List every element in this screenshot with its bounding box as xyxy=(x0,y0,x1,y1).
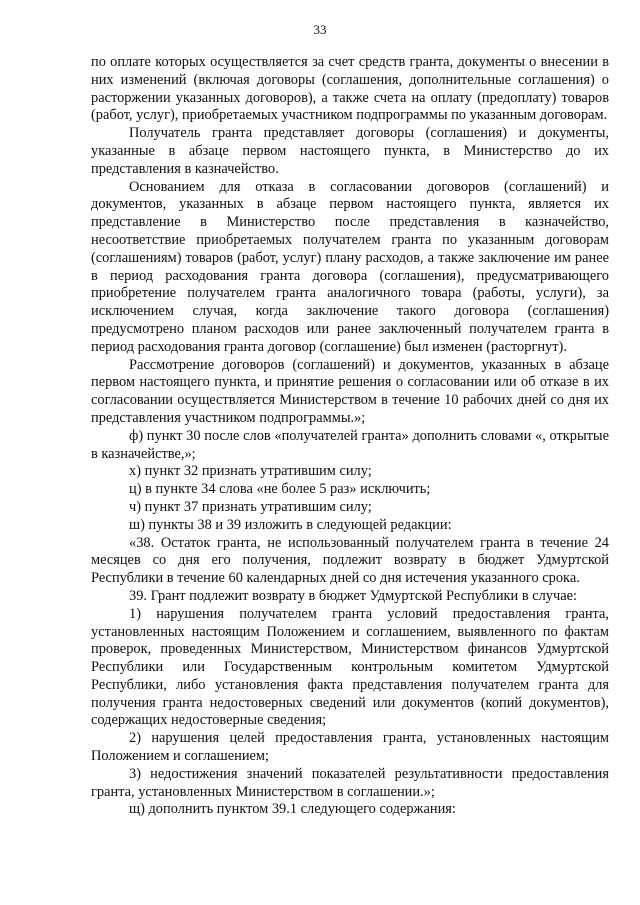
paragraph: 3) недостижения значений показателей результативности предоставления гранта, установленных Министерством в соглашении.»; xyxy=(91,765,609,800)
paragraph: Рассмотрение договоров (соглашений) и документов, указанных в абзаце первом настоящего пункта, и принятие решения о согласовании или об отказе в их согласовании осуществляется Министерством в течение 10 рабочих дней со дня их представления участником подпрограммы.»; xyxy=(91,356,609,426)
paragraph: х) пункт 32 признать утратившим силу; xyxy=(129,463,372,480)
paragraph: 1) нарушения получателем гранта условий предоставления гранта, установленных настоящим Положением и соглашением, выявленного по фактам проверок, проведенных Министерством, Министерством финансов Удмуртской Республики или Государственным контрольным комитетом Удмуртской Республики, либо установления факта представления получателем гранта для получения гранта недостоверных сведений или документов (копий документов), содержащих недостоверные сведения; xyxy=(91,605,609,729)
paragraph: Основанием для отказа в согласовании договоров (соглашений) и документов, указанных в абзаце первом настоящего пункта, является их представление в Министерство после представления в казначейство, несоответствие приобретаемых получателем гранта по указанным договорам (соглашениям) товаров (работ, услуг) плану расходов, а также заключение им ранее в период расходования гранта договора (соглашения), предусматривающего приобретение получателем гранта аналогичного товара (работы, услуги), за исключением случая, когда заключение такого договора (соглашения) предусмотрено планом расходов или ранее заключенный получателем гранта в период расходования гранта договор (соглашение) был изменен (расторгнут). xyxy=(91,178,609,355)
paragraph: 39. Грант подлежит возврату в бюджет Удмуртской Республики в случае: xyxy=(129,587,577,604)
paragraph: Получатель гранта представляет договоры (соглашения) и документы, указанные в абзаце первом настоящего пункта, в Министерство до их представления в казначейство. xyxy=(91,125,609,177)
paragraph: «38. Остаток гранта, не использованный получателем гранта в течение 24 месяцев со дня его получения, подлежит возврату в бюджет Удмуртской Республики в течение 60 календарных дней со дня истечения указанного срока. xyxy=(91,534,609,587)
paragraph: по оплате которых осуществляется за счет средств гранта, документы о внесении в них изменений (включая договоры (соглашения, дополнительные соглашения) о расторжении указанных договоров), а также счета на оплату (предоплату) товаров (работ, услуг), приобретаемых участником подпрограммы по указанным договорам. xyxy=(91,54,609,124)
paragraph: щ) дополнить пунктом 39.1 следующего содержания: xyxy=(129,801,456,818)
paragraph: 2) нарушения целей предоставления гранта, установленных настоящим Положением и соглашением; xyxy=(91,730,609,765)
paragraph: ф) пункт 30 после слов «получателей гранта» дополнить словами «, открытые в казначействе,»; xyxy=(91,427,609,462)
page-number: 33 xyxy=(313,22,327,37)
paragraph: ш) пункты 38 и 39 изложить в следующей редакции: xyxy=(129,516,452,533)
document-body xyxy=(91,54,609,819)
paragraph: ц) в пункте 34 слова «не более 5 раз» исключить; xyxy=(129,481,431,498)
paragraph: ч) пункт 37 признать утратившим силу; xyxy=(129,498,372,515)
